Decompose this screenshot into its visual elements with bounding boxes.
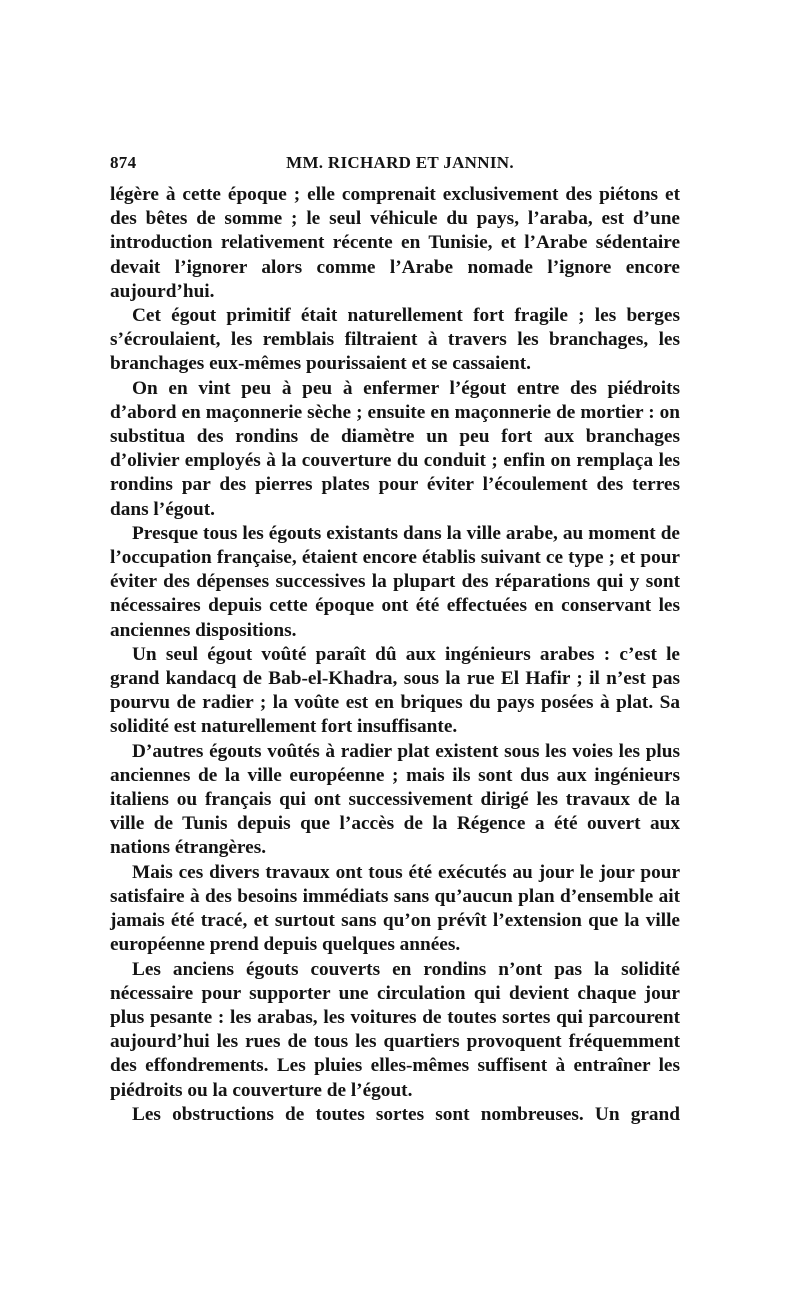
paragraph: Mais ces divers travaux ont tous été exécutés au jour le jour pour satisfaire à des besoins immédiats sans qu’aucun plan d’ensemble ait jamais été tracé, et surtout sans qu’on prévît l’extension que la ville européenne prend depuis quelques années. (110, 861, 680, 956)
page-number: 874 (110, 153, 137, 172)
paragraph: Un seul égout voûté paraît dû aux ingénieurs arabes : c’est le grand kandacq de Bab-el-Khadra, sous la rue El Hafir ; il n’est pas pourvu de radier ; la voûte est en briques du pays posées à plat. Sa solidité est naturellement fort insuffisante. (110, 643, 680, 738)
paragraph: D’autres égouts voûtés à radier plat existent sous les voies les plus anciennes de la ville européenne ; mais ils sont dus aux ingénieurs italiens ou français qui ont successivement dirigé les travaux de la ville de Tunis depuis que l’accès de la Régence a été ouvert aux nations étrangères. (110, 740, 680, 859)
running-head (110, 150, 680, 176)
body-text (110, 183, 680, 1127)
paragraph-continues-next-page: Les obstructions de toutes sortes sont nombreuses. Un grand (132, 1103, 680, 1125)
paragraph: Les anciens égouts couverts en rondins n’ont pas la solidité nécessaire pour supporter une circulation qui devient chaque jour plus pesante : les arabas, les voitures de toutes sortes qui parcourent aujourd’hui les rues de tous les quartiers provoquent fréquemment des effondrements. Les pluies elles-mêmes suffisent à entraîner les piédroits ou la couverture de l’égout. (110, 958, 680, 1101)
paragraph: On en vint peu à peu à enfermer l’égout entre des piédroits d’abord en maçonnerie sèche ; ensuite en maçonnerie de mortier : on substitua des rondins de diamètre un peu fort aux branchages d’olivier employés à la couverture du conduit ; enfin on remplaça les rondins par des pierres plates pour éviter l’écoulement des terres dans l’égout. (110, 377, 680, 520)
paragraph: Cet égout primitif était naturellement fort fragile ; les berges s’écroulaient, les remblais filtraient à travers les branchages, les branchages eux-mêmes pourissaient et se cassaient. (110, 305, 680, 375)
paragraph-continued: légère à cette époque ; elle comprenait exclusivement des piétons et des bêtes de somme ; le seul véhicule du pays, l’araba, est d’une introduction relativement récente en Tunisie, et l’Arabe sédentaire devait l’ignorer alors comme l’Arabe nomade l’ignore encore aujourd’hui. (110, 184, 680, 302)
running-title: MM. RICHARD ET JANNIN. (286, 153, 514, 172)
paragraph: Presque tous les égouts existants dans la ville arabe, au moment de l’occupation française, étaient encore établis suivant ce type ; et pour éviter des dépenses successives la plupart des réparations qui y sont nécessaires depuis cette époque ont été effectuées en conservant les anciennes dispositions. (110, 522, 680, 641)
